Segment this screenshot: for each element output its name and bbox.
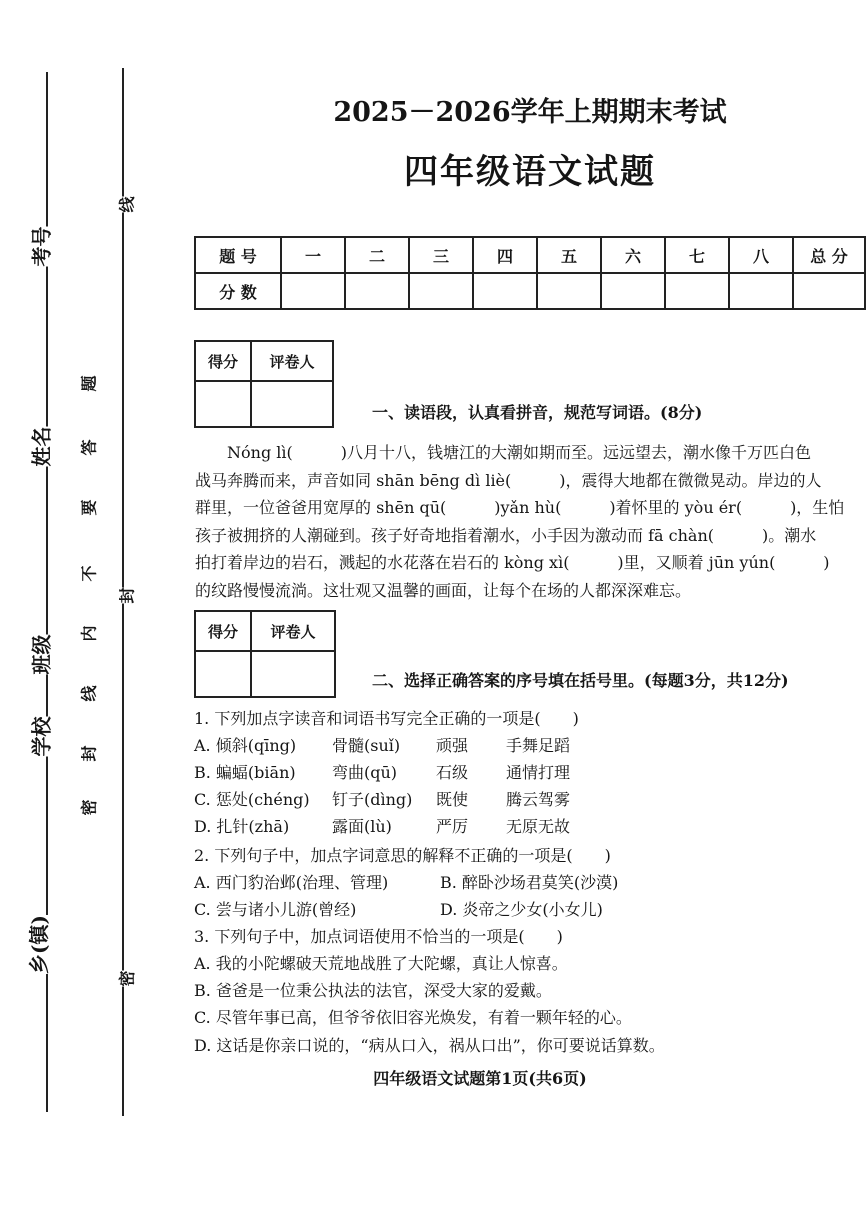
section1-passage [195, 439, 860, 605]
binding-kaohao: 考号 [26, 227, 55, 267]
binding-xuexiao: 学校 [26, 717, 55, 757]
q1-option [194, 760, 570, 783]
score-cell[interactable] [537, 273, 601, 309]
q2-option-row [194, 897, 603, 920]
binding-xian-top: 线 [115, 196, 138, 212]
passage-line: 拍打着岸边的岩石，溅起的水花落在岩石的 kòng xì( )里，又顺着 jūn yún( ) [195, 553, 830, 573]
score-cell[interactable] [409, 273, 473, 309]
q3-option-b: B. 爸爸是一位秉公执法的法官，深受大家的爱戴。 [194, 981, 552, 1000]
score-cell[interactable] [473, 273, 537, 309]
notice-char: 要 [79, 499, 99, 516]
score-cell[interactable] [345, 273, 409, 309]
notice-char: 线 [79, 685, 99, 702]
q1-b-4: 通情打理 [506, 763, 571, 782]
q1-a-2: 骨髓(suǐ) [332, 736, 401, 755]
grader-name-cell[interactable] [251, 381, 333, 427]
grader-box-1 [194, 340, 334, 428]
section2-title: 二、选择正确答案的序号填在括号里。(每题3分，共12分) [372, 671, 789, 690]
score-cell[interactable] [601, 273, 665, 309]
score-table-col: 二 [345, 237, 409, 273]
binding-feng: 封 [115, 587, 138, 603]
q3-option-c: C. 尽管年事已高，但爷爷依旧容光焕发，有着一颗年轻的心。 [194, 1008, 632, 1027]
notice-char: 答 [79, 439, 99, 456]
score-table-label: 题 号 [195, 237, 281, 273]
q1-option [194, 787, 570, 810]
notice-char: 密 [79, 799, 99, 816]
score-cell[interactable] [729, 273, 793, 309]
q2-stem: 2. 下列句子中，加点字词意思的解释不正确的一项是( ) [194, 846, 611, 865]
q1-a-4: 手舞足蹈 [506, 736, 571, 755]
grader-box-2 [194, 610, 336, 698]
score-table-col: 八 [729, 237, 793, 273]
page-footer: 四年级语文试题第1页(共6页) [373, 1069, 587, 1088]
grader-name-label: 评卷人 [251, 611, 335, 651]
passage-line: 的纹路慢慢流淌。这壮观又温馨的画面，让每个在场的人都深深难忘。 [195, 580, 692, 600]
grader-score-cell[interactable] [195, 651, 251, 697]
passage-line: 群里，一位爸爸用宽厚的 shēn qū( )yǎn hù( )着怀里的 yòu ér( )，生怕 [195, 498, 845, 518]
q1-c-4: 腾云驾雾 [506, 790, 571, 809]
score-table-col-total: 总 分 [793, 237, 865, 273]
q1-c-3: 既使 [436, 790, 469, 809]
q1-b-2: 弯曲(qū) [332, 763, 398, 782]
score-table-score-row [195, 273, 865, 309]
score-table-col: 七 [665, 237, 729, 273]
notice-char: 内 [79, 625, 99, 642]
notice-char: 封 [79, 745, 99, 762]
score-table-col: 五 [537, 237, 601, 273]
grader-name-label: 评卷人 [251, 341, 333, 381]
grader-score-label: 得分 [195, 611, 251, 651]
q2-option-b: B. 醉卧沙场君莫笑(沙漠) [440, 873, 619, 892]
passage-line: 孩子被拥挤的人潮碰到。孩子好奇地指着潮水，小手因为激动而 fā chàn( )。潮水 [195, 525, 817, 545]
passage-line: 战马奔腾而来，声音如同 shān bēng dì liè( )，震得大地都在微微晃动。岸边的人 [195, 470, 822, 490]
q2-option-a: A. 西门豹治邺(治理、管理) [194, 873, 389, 892]
q3-stem: 3. 下列句子中，加点词语使用不恰当的一项是( ) [194, 927, 563, 946]
binding-xiangzhen: 乡(镇) [23, 915, 52, 974]
grader-name-cell[interactable] [251, 651, 335, 697]
grader-score-cell[interactable] [195, 381, 251, 427]
q1-d-3: 严厉 [436, 817, 469, 836]
score-table-col: 四 [473, 237, 537, 273]
grader-score-label: 得分 [195, 341, 251, 381]
q1-d-2: 露面(lù) [332, 817, 392, 836]
section1-title: 一、读语段，认真看拼音，规范写词语。(8分) [372, 403, 703, 422]
q2-option-c: C. 尝与诸小儿游(曾经) [194, 900, 357, 919]
q2-option-d: D. 炎帝之少女(小女儿) [440, 900, 603, 919]
q3-option-a: A. 我的小陀螺破天荒地战胜了大陀螺，真让人惊喜。 [194, 954, 568, 973]
q1-a-1: A. 倾斜(qīng) [194, 736, 297, 755]
score-table-label: 分 数 [195, 273, 281, 309]
score-table-col: 六 [601, 237, 665, 273]
binding-banji: 班级 [26, 635, 55, 675]
notice-char: 不 [79, 565, 99, 582]
binding-xingming: 姓名 [26, 427, 55, 467]
score-table [194, 236, 866, 310]
q1-option [194, 733, 570, 756]
notice-char: 题 [79, 375, 99, 392]
exam-subtitle: 四年级语文试题 [404, 152, 656, 192]
exam-title: 2025－2026学年上期期末考试 [333, 97, 727, 128]
q1-stem: 1. 下列加点字读音和词语书写完全正确的一项是( ) [194, 709, 579, 728]
q1-b-1: B. 蝙蝠(biān) [194, 763, 296, 782]
binding-mi: 密 [115, 970, 138, 986]
q1-d-4: 无原无故 [506, 817, 571, 836]
q1-d-1: D. 扎针(zhā) [194, 817, 290, 836]
q1-a-3: 顽强 [436, 736, 469, 755]
q2-option-row [194, 870, 618, 893]
score-cell[interactable] [281, 273, 345, 309]
score-cell[interactable] [665, 273, 729, 309]
score-cell[interactable] [793, 273, 865, 309]
score-table-header-row [195, 237, 865, 273]
q1-c-1: C. 惩处(chéng) [194, 790, 310, 809]
passage-line: Nóng lì( )八月十八，钱塘江的大潮如期而至。远远望去，潮水像千万匹白色 [227, 443, 811, 462]
q1-c-2: 钉子(dìng) [332, 790, 413, 809]
q3-option-d: D. 这话是你亲口说的，“病从口入，祸从口出”，你可要说话算数。 [194, 1036, 665, 1055]
score-table-col: 三 [409, 237, 473, 273]
q1-b-3: 石级 [436, 763, 469, 782]
score-table-col: 一 [281, 237, 345, 273]
q1-option [194, 814, 570, 837]
